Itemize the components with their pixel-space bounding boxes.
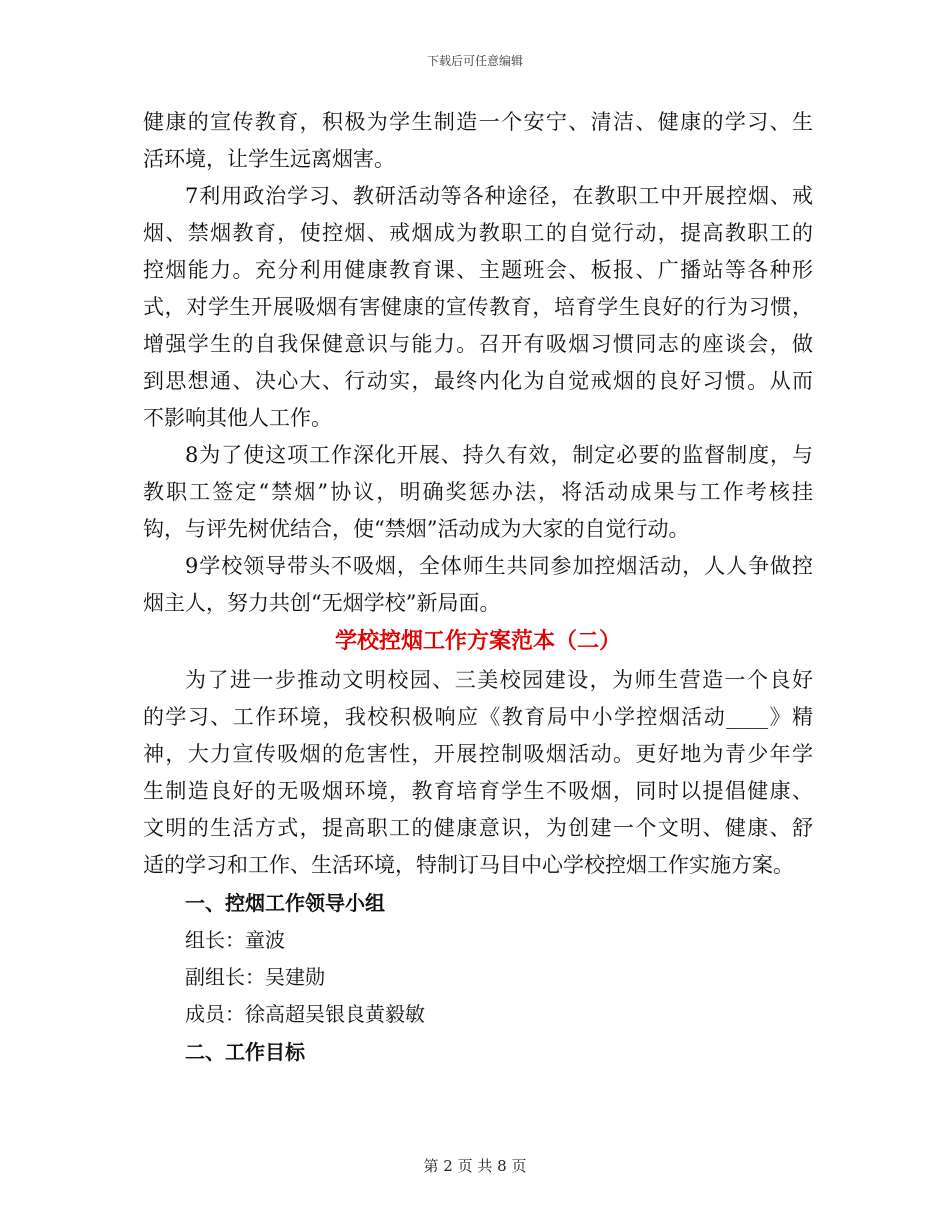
member-item: 成员：徐高超吴银良黄毅敏 [185,1002,425,1026]
text-line: 烟、禁烟教育，使控烟、戒烟成为教职工的自觉行动，提高教职工的 [143,221,813,245]
section-title: 学校控烟工作方案范本（二） [334,629,621,654]
page-footer: 第 2 页 共 8 页 [423,1157,527,1175]
text-line: 控烟能力。充分利用健康教育课、主题班会、板报、广播站等各种形 [143,258,813,282]
text-line: 7利用政治学习、教研活动等各种途径，在教职工中开展控烟、戒 [185,184,813,208]
text-line: 8为了使这项工作深化开展、持久有效，制定必要的监督制度，与 [185,443,813,467]
text-line: 为了进一步推动文明校园、三美校园建设，为师生营造一个良好 [185,668,813,692]
text-line: 不影响其他人工作。 [143,406,332,430]
document-body [143,104,813,1071]
text-line: 健康的宣传教育，积极为学生制造一个安宁、清洁、健康的学习、生 [143,110,813,134]
text-line: 增强学生的自我保健意识与能力。召开有吸烟习惯同志的座谈会，做 [143,332,813,356]
text-line: 式，对学生开展吸烟有害健康的宣传教育，培育学生良好的行为习惯， [143,295,813,319]
page-header: 下载后可任意编辑 [426,54,523,68]
text-line: 9学校领导带头不吸烟，全体师生共同参加控烟活动，人人争做控 [185,554,813,578]
text-line: 适的学习和工作、生活环境，特制订马目中心学校控烟工作实施方案。 [143,853,794,877]
text-line: 生制造良好的无吸烟环境，教育培育学生不吸烟，同时以提倡健康、 [143,779,813,803]
text-line: 文明的生活方式，提高职工的健康意识，为创建一个文明、健康、舒 [143,816,813,840]
section-heading: 二、工作目标 [185,1040,305,1064]
text-line: 活环境，让学生远离烟害。 [143,147,395,171]
member-item: 副组长：吴建勋 [185,965,325,989]
text-line: 烟主人，努力共创“无烟学校”新局面。 [143,591,501,615]
text-line: 的学习、工作环境，我校积极响应《教育局中小学控烟活动____》精 [143,705,813,729]
text-line: 到思想通、决心大、行动实，最终内化为自觉戒烟的良好习惯。从而 [143,369,813,393]
text-line: 神，大力宣传吸烟的危害性，开展控制吸烟活动。更好地为青少年学 [143,742,813,766]
text-line: 钩，与评先树优结合，使“禁烟”活动成为大家的自觉行动。 [143,517,690,541]
member-item: 组长：童波 [185,928,285,952]
section-heading: 一、控烟工作领导小组 [185,891,385,915]
text-line: 教职工签定“禁烟”协议，明确奖惩办法，将活动成果与工作考核挂 [143,480,813,504]
